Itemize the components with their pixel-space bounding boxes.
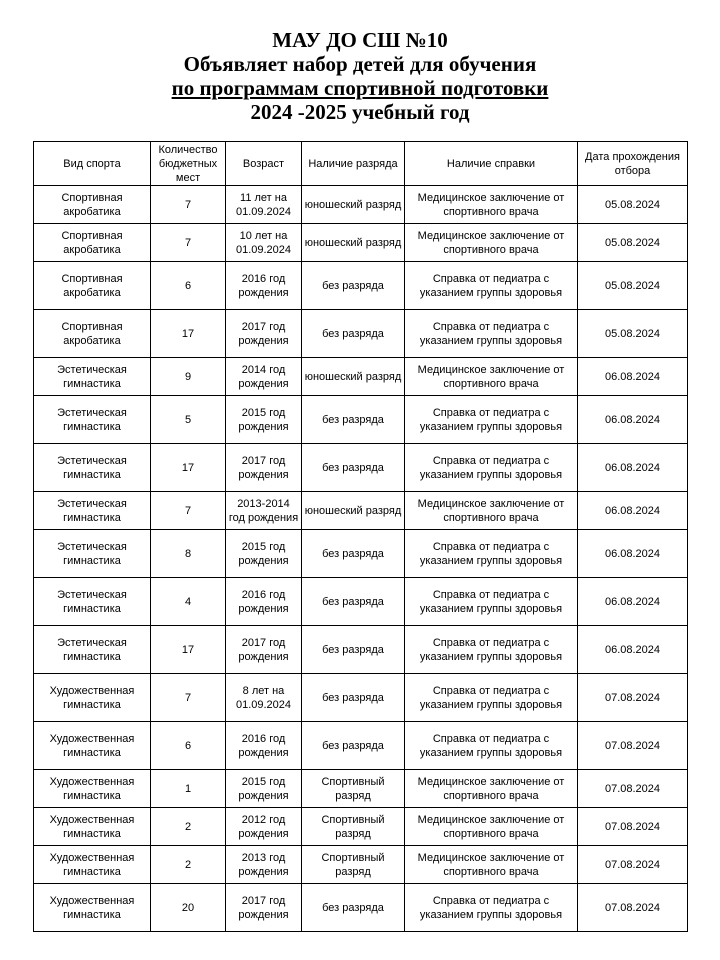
cell-places: 1 bbox=[151, 770, 226, 808]
cell-certificate: Справка от педиатра с указанием группы здоровья bbox=[405, 722, 578, 770]
cell-sport: Художественная гимнастика bbox=[34, 674, 151, 722]
cell-rank: без разряда bbox=[302, 262, 405, 310]
cell-age: 2013-2014 год рождения bbox=[226, 492, 302, 530]
cell-age: 2017 год рождения bbox=[226, 884, 302, 932]
cell-sport: Эстетическая гимнастика bbox=[34, 444, 151, 492]
cell-rank: юношеский разряд bbox=[302, 358, 405, 396]
cell-certificate: Медицинское заключение от спортивного врача bbox=[405, 492, 578, 530]
cell-certificate: Справка от педиатра с указанием группы здоровья bbox=[405, 444, 578, 492]
cell-age: 10 лет на 01.09.2024 bbox=[226, 224, 302, 262]
cell-age: 2015 год рождения bbox=[226, 770, 302, 808]
col-header-places: Количество бюджетных мест bbox=[151, 142, 226, 186]
cell-rank: без разряда bbox=[302, 884, 405, 932]
cell-rank: юношеский разряд bbox=[302, 224, 405, 262]
col-header-certificate: Наличие справки bbox=[405, 142, 578, 186]
table-row bbox=[34, 722, 688, 770]
cell-certificate: Справка от педиатра с указанием группы здоровья bbox=[405, 626, 578, 674]
table-row bbox=[34, 186, 688, 224]
cell-places: 4 bbox=[151, 578, 226, 626]
cell-sport: Спортивная акробатика bbox=[34, 186, 151, 224]
cell-date: 07.08.2024 bbox=[578, 846, 688, 884]
table-row bbox=[34, 396, 688, 444]
cell-rank: Спортивный разряд bbox=[302, 808, 405, 846]
program-title: по программам спортивной подготовки bbox=[171, 76, 549, 100]
school-name: МАУ ДО СШ №10 bbox=[272, 28, 448, 52]
table-row bbox=[34, 358, 688, 396]
cell-sport: Эстетическая гимнастика bbox=[34, 358, 151, 396]
cell-sport: Художественная гимнастика bbox=[34, 770, 151, 808]
col-header-rank: Наличие разряда bbox=[302, 142, 405, 186]
cell-age: 2015 год рождения bbox=[226, 396, 302, 444]
cell-sport: Спортивная акробатика bbox=[34, 310, 151, 358]
cell-certificate: Справка от педиатра с указанием группы здоровья bbox=[405, 674, 578, 722]
cell-rank: Спортивный разряд bbox=[302, 770, 405, 808]
cell-date: 06.08.2024 bbox=[578, 358, 688, 396]
cell-places: 6 bbox=[151, 722, 226, 770]
table-row bbox=[34, 310, 688, 358]
cell-rank: без разряда bbox=[302, 674, 405, 722]
cell-sport: Эстетическая гимнастика bbox=[34, 626, 151, 674]
cell-places: 17 bbox=[151, 626, 226, 674]
cell-age: 2014 год рождения bbox=[226, 358, 302, 396]
cell-date: 05.08.2024 bbox=[578, 262, 688, 310]
table-row bbox=[34, 262, 688, 310]
cell-places: 20 bbox=[151, 884, 226, 932]
cell-sport: Эстетическая гимнастика bbox=[34, 492, 151, 530]
cell-rank: без разряда bbox=[302, 626, 405, 674]
cell-age: 2015 год рождения bbox=[226, 530, 302, 578]
table-row bbox=[34, 674, 688, 722]
cell-certificate: Медицинское заключение от спортивного врача bbox=[405, 224, 578, 262]
cell-age: 2013 год рождения bbox=[226, 846, 302, 884]
table-header-row bbox=[34, 142, 688, 186]
cell-rank: юношеский разряд bbox=[302, 186, 405, 224]
cell-places: 6 bbox=[151, 262, 226, 310]
cell-places: 2 bbox=[151, 846, 226, 884]
cell-date: 06.08.2024 bbox=[578, 492, 688, 530]
cell-places: 2 bbox=[151, 808, 226, 846]
cell-certificate: Справка от педиатра с указанием группы здоровья bbox=[405, 530, 578, 578]
cell-certificate: Медицинское заключение от спортивного врача bbox=[405, 808, 578, 846]
cell-sport: Эстетическая гимнастика bbox=[34, 578, 151, 626]
col-header-date: Дата прохождения отбора bbox=[578, 142, 688, 186]
academic-year: 2024 -2025 учебный год bbox=[250, 100, 470, 124]
cell-age: 2017 год рождения bbox=[226, 444, 302, 492]
cell-places: 9 bbox=[151, 358, 226, 396]
table-row bbox=[34, 444, 688, 492]
cell-date: 06.08.2024 bbox=[578, 444, 688, 492]
cell-date: 06.08.2024 bbox=[578, 530, 688, 578]
cell-rank: без разряда bbox=[302, 722, 405, 770]
cell-rank: Спортивный разряд bbox=[302, 846, 405, 884]
cell-date: 06.08.2024 bbox=[578, 626, 688, 674]
cell-places: 8 bbox=[151, 530, 226, 578]
announcement-title: Объявляет набор детей для обучения bbox=[183, 52, 537, 76]
cell-certificate: Справка от педиатра с указанием группы здоровья bbox=[405, 884, 578, 932]
cell-sport: Художественная гимнастика bbox=[34, 846, 151, 884]
cell-rank: юношеский разряд bbox=[302, 492, 405, 530]
cell-rank: без разряда bbox=[302, 530, 405, 578]
cell-rank: без разряда bbox=[302, 396, 405, 444]
cell-date: 05.08.2024 bbox=[578, 186, 688, 224]
cell-date: 07.08.2024 bbox=[578, 808, 688, 846]
cell-age: 2017 год рождения bbox=[226, 626, 302, 674]
cell-age: 11 лет на 01.09.2024 bbox=[226, 186, 302, 224]
cell-certificate: Справка от педиатра с указанием группы здоровья bbox=[405, 578, 578, 626]
cell-rank: без разряда bbox=[302, 444, 405, 492]
col-header-age: Возраст bbox=[226, 142, 302, 186]
cell-sport: Эстетическая гимнастика bbox=[34, 530, 151, 578]
cell-places: 7 bbox=[151, 492, 226, 530]
cell-rank: без разряда bbox=[302, 578, 405, 626]
cell-date: 05.08.2024 bbox=[578, 224, 688, 262]
cell-sport: Художественная гимнастика bbox=[34, 722, 151, 770]
table-row bbox=[34, 808, 688, 846]
cell-date: 07.08.2024 bbox=[578, 674, 688, 722]
cell-age: 2012 год рождения bbox=[226, 808, 302, 846]
cell-date: 06.08.2024 bbox=[578, 396, 688, 444]
cell-certificate: Медицинское заключение от спортивного врача bbox=[405, 846, 578, 884]
cell-date: 06.08.2024 bbox=[578, 578, 688, 626]
table-row bbox=[34, 224, 688, 262]
cell-places: 17 bbox=[151, 444, 226, 492]
col-header-sport: Вид спорта bbox=[34, 142, 151, 186]
cell-age: 2016 год рождения bbox=[226, 722, 302, 770]
cell-places: 7 bbox=[151, 186, 226, 224]
cell-rank: без разряда bbox=[302, 310, 405, 358]
cell-date: 05.08.2024 bbox=[578, 310, 688, 358]
cell-date: 07.08.2024 bbox=[578, 722, 688, 770]
table-row bbox=[34, 492, 688, 530]
cell-sport: Спортивная акробатика bbox=[34, 262, 151, 310]
cell-age: 2017 год рождения bbox=[226, 310, 302, 358]
cell-places: 5 bbox=[151, 396, 226, 444]
table-row bbox=[34, 846, 688, 884]
cell-sport: Спортивная акробатика bbox=[34, 224, 151, 262]
announcement-header bbox=[0, 28, 720, 124]
table-row bbox=[34, 884, 688, 932]
cell-places: 7 bbox=[151, 224, 226, 262]
cell-date: 07.08.2024 bbox=[578, 884, 688, 932]
table-row bbox=[34, 578, 688, 626]
cell-certificate: Справка от педиатра с указанием группы здоровья bbox=[405, 396, 578, 444]
cell-age: 2016 год рождения bbox=[226, 578, 302, 626]
cell-sport: Художественная гимнастика bbox=[34, 884, 151, 932]
cell-places: 17 bbox=[151, 310, 226, 358]
cell-certificate: Справка от педиатра с указанием группы здоровья bbox=[405, 262, 578, 310]
cell-certificate: Медицинское заключение от спортивного врача bbox=[405, 358, 578, 396]
table-row bbox=[34, 770, 688, 808]
enrollment-table bbox=[33, 141, 688, 932]
cell-age: 8 лет на 01.09.2024 bbox=[226, 674, 302, 722]
cell-age: 2016 год рождения bbox=[226, 262, 302, 310]
table-row bbox=[34, 530, 688, 578]
cell-date: 07.08.2024 bbox=[578, 770, 688, 808]
table-row bbox=[34, 626, 688, 674]
cell-sport: Эстетическая гимнастика bbox=[34, 396, 151, 444]
cell-certificate: Медицинское заключение от спортивного врача bbox=[405, 770, 578, 808]
cell-sport: Художественная гимнастика bbox=[34, 808, 151, 846]
cell-certificate: Справка от педиатра с указанием группы здоровья bbox=[405, 310, 578, 358]
cell-certificate: Медицинское заключение от спортивного врача bbox=[405, 186, 578, 224]
cell-places: 7 bbox=[151, 674, 226, 722]
